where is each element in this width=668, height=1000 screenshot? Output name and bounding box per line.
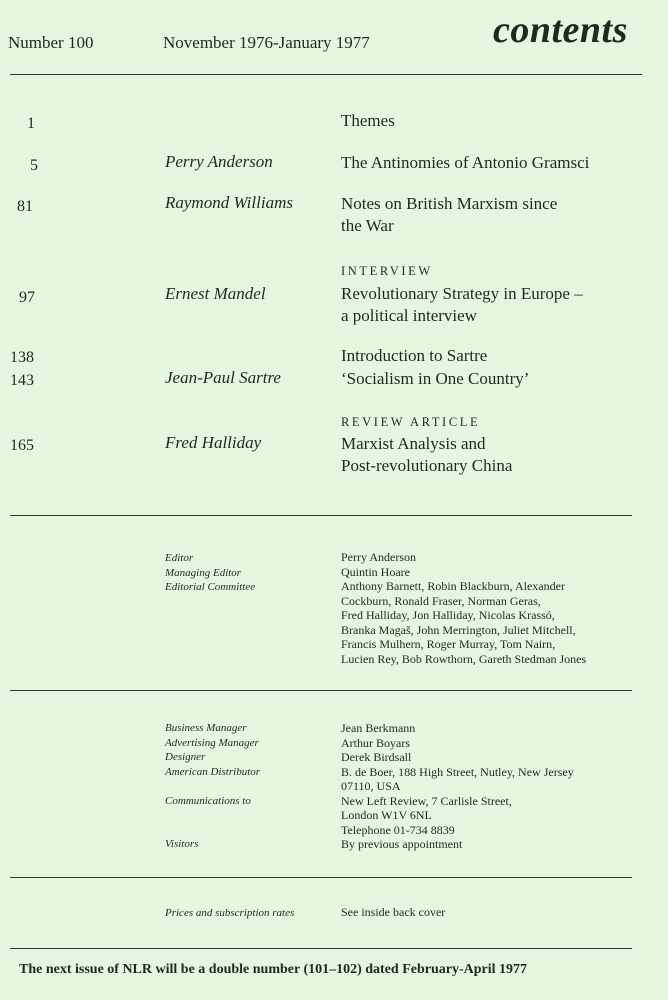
footer-divider [10,948,632,949]
role-label [165,808,260,823]
contents-heading: contents [493,9,628,51]
issue-date: November 1976-January 1977 [163,33,370,52]
role-label: Visitors [165,838,199,850]
entry-author: Perry Anderson [165,152,273,171]
staff-line: Perry Anderson [341,550,416,564]
entry-kicker: REVIEW ARTICLE [341,415,481,429]
editorial-names [341,550,586,666]
business-values [341,721,574,852]
entry-page: 1 [27,115,35,132]
staff-line: Quintin Hoare [341,564,410,579]
staff-line: Cockburn, Ronald Fraser, Norman Geras, [341,593,541,608]
header-divider [10,74,642,75]
entry-page: 165 [10,437,34,454]
entry-title: Revolutionary Strategy in Europe – [341,284,583,303]
staff-line: B. de Boer, 188 High Street, Nutley, New Jersey [341,764,574,779]
role-label: Editorial Committee [165,581,256,593]
role-label [165,779,260,794]
role-label [165,823,260,838]
role-label: Advertising Manager [165,736,259,749]
role-label: Editor [165,552,194,564]
entry-title: Marxist Analysis and [341,434,486,453]
entry-title: a political interview [341,306,477,325]
staff-line: Francis Mulhern, Roger Murray, Tom Nairn, [341,637,556,651]
editorial-roles [165,551,255,595]
next-issue-note: The next issue of NLR will be a double number (101–102) dated February-April 1977 [19,962,528,977]
contents-divider [10,515,632,516]
editorial-divider [10,690,632,691]
entry-title: Post-revolutionary China [341,456,513,475]
issue-number: Number 100 [8,33,94,52]
entry-author: Fred Halliday [165,433,262,452]
entry-author: Jean-Paul Sartre [165,368,281,387]
staff-line: Branka Magaš, John Merrington, Juliet Mitchell, [341,622,576,637]
staff-line: By previous appointment [341,837,463,851]
staff-line: London W1V 6NL [341,808,432,822]
staff-line: 07110, USA [341,779,401,793]
entry-title: Introduction to Sartre [341,346,488,365]
staff-line: Arthur Boyars [341,735,410,750]
role-label: Business Manager [165,722,247,734]
entry-title: the War [341,216,394,235]
entry-author: Ernest Mandel [165,284,266,303]
business-roles [165,721,260,852]
entry-page: 5 [30,157,38,174]
entry-title: ‘Socialism in One Country’ [341,369,530,388]
prices-label: Prices and subscription rates [165,907,295,919]
prices-value: See inside back cover [341,905,446,919]
role-label: Communications to [165,794,251,807]
staff-line: Derek Birdsall [341,750,412,764]
entry-title: Themes [341,111,395,130]
business-divider [10,877,632,878]
role-label: Managing Editor [165,566,242,579]
entry-title: Notes on British Marxism since [341,194,558,213]
entry-page: 97 [19,289,35,306]
staff-line: New Left Review, 7 Carlisle Street, [341,793,512,808]
entry-author: Raymond Williams [165,193,293,212]
entry-title: The Antinomies of Antonio Gramsci [341,153,590,172]
entry-page: 143 [10,372,34,389]
entry-kicker: INTERVIEW [341,264,433,278]
role-label: American Distributor [165,765,261,778]
staff-line: Anthony Barnett, Robin Blackburn, Alexander [341,579,565,593]
role-label: Designer [165,751,206,763]
staff-line: Telephone 01-734 8839 [341,822,455,837]
staff-line: Fred Halliday, Jon Halliday, Nicolas Krassó, [341,608,555,622]
staff-line: Lucien Rey, Bob Rowthorn, Gareth Stedman Jones [341,651,587,666]
entry-page: 81 [17,198,33,215]
entry-page: 138 [10,349,34,366]
staff-line: Jean Berkmann [341,721,416,735]
